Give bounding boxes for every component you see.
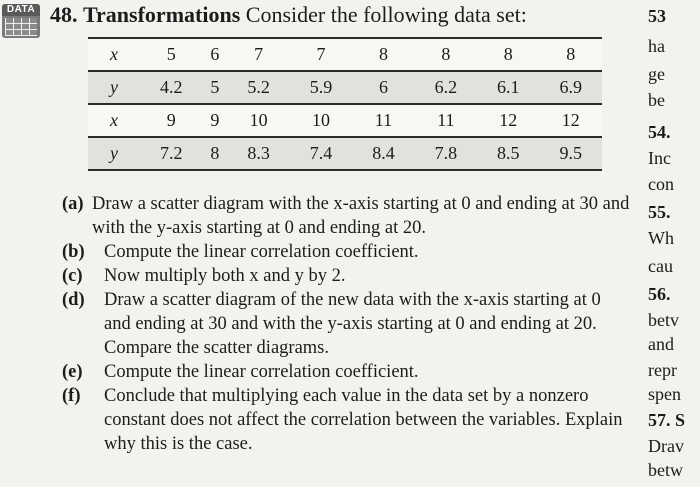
table-row <box>88 71 602 104</box>
adjacent-column-fragments <box>648 0 700 487</box>
part-label: (d) <box>62 290 85 310</box>
side-fragment: betw <box>648 460 683 480</box>
table-cell: 10 <box>290 104 352 137</box>
part-text: Compute the linear correlation coefficient. <box>104 362 419 382</box>
table-cell: 8 <box>415 38 477 71</box>
side-fragment: be <box>648 90 665 110</box>
table-cell: 10 <box>227 104 289 137</box>
table-cell: 7.4 <box>290 137 352 170</box>
side-fragment: 57. S <box>648 410 686 430</box>
side-fragment: repr <box>648 360 677 380</box>
part-label: (e) <box>62 362 83 382</box>
part-text: Conclude that multiplying each value in the data set by a nonzero constant does not affect the correlation between the variables. Explain why this is the case. <box>104 386 623 454</box>
table-cell: 7.8 <box>415 137 477 170</box>
table-cell: 5 <box>140 38 202 71</box>
table-cell: 6 <box>202 38 227 71</box>
part-label: (f) <box>62 386 81 406</box>
part-b <box>62 240 632 264</box>
table-cell: 5 <box>202 71 227 104</box>
part-c <box>62 264 632 288</box>
side-fragment: Drav <box>648 436 684 456</box>
table-cell: 6.2 <box>415 71 477 104</box>
part-d <box>62 288 632 360</box>
part-e <box>62 360 632 384</box>
side-fragment: Inc <box>648 148 671 168</box>
row-header: x <box>88 104 140 137</box>
table-cell: 11 <box>415 104 477 137</box>
part-text: Draw a scatter diagram with the x-axis starting at 0 and ending at 30 and with the y-axis starting at 0 and ending at 20. <box>92 194 630 238</box>
problem-parts <box>62 192 632 456</box>
side-fragment: con <box>648 174 674 194</box>
data-icon-label: DATA <box>2 4 40 16</box>
table-cell: 5.9 <box>290 71 352 104</box>
part-label: (b) <box>62 242 85 262</box>
side-fragment: 55. <box>648 202 671 222</box>
problem-title-rest: Consider the following data set: <box>240 2 527 27</box>
table-cell: 7 <box>227 38 289 71</box>
table-row <box>88 38 602 71</box>
side-fragment: cau <box>648 256 673 276</box>
row-header: y <box>88 137 140 170</box>
table-cell: 4.2 <box>140 71 202 104</box>
table-cell: 6.1 <box>477 71 539 104</box>
table-cell: 6 <box>352 71 414 104</box>
table-cell: 8.3 <box>227 137 289 170</box>
table-cell: 8.5 <box>477 137 539 170</box>
table-cell: 6.9 <box>540 71 603 104</box>
table-cell: 7 <box>290 38 352 71</box>
table-cell: 12 <box>477 104 539 137</box>
table-cell: 8 <box>477 38 539 71</box>
part-text: Compute the linear correlation coefficient. <box>104 242 419 262</box>
table-cell: 7.2 <box>140 137 202 170</box>
side-fragment: Wh <box>648 228 674 248</box>
table-cell: 8 <box>540 38 603 71</box>
side-fragment: and <box>648 334 674 354</box>
table-cell: 9 <box>140 104 202 137</box>
table-cell: 11 <box>352 104 414 137</box>
table-cell: 9.5 <box>540 137 603 170</box>
table-cell: 8 <box>202 137 227 170</box>
problem-number: 48. <box>50 2 78 27</box>
spreadsheet-grid-icon <box>5 18 37 36</box>
part-label: (c) <box>62 266 83 286</box>
row-header: x <box>88 38 140 71</box>
table-row <box>88 104 602 137</box>
side-fragment: 56. <box>648 284 671 304</box>
part-text: Now multiply both x and y by 2. <box>104 266 346 286</box>
table-row <box>88 137 602 170</box>
side-fragment: betv <box>648 310 679 330</box>
side-fragment: 54. <box>648 122 671 142</box>
table-cell: 8 <box>352 38 414 71</box>
side-fragment: ge <box>648 64 665 84</box>
data-table <box>88 37 602 171</box>
side-fragment: 53 <box>648 6 666 26</box>
table-cell: 9 <box>202 104 227 137</box>
table-cell: 8.4 <box>352 137 414 170</box>
problem-title-bold: Transformations <box>83 2 241 27</box>
side-fragment: spen <box>648 384 681 404</box>
part-f <box>62 384 632 456</box>
part-label: (a) <box>62 194 84 214</box>
table-cell: 12 <box>540 104 603 137</box>
row-header: y <box>88 71 140 104</box>
part-text: Draw a scatter diagram of the new data with the x-axis starting at 0 and ending at 30 and with the y-axis starting at 0 and ending at 20. Compare the scatter diagrams. <box>104 290 601 358</box>
side-fragment: ha <box>648 36 665 56</box>
data-set-icon <box>2 4 40 38</box>
table-cell: 5.2 <box>227 71 289 104</box>
part-a <box>62 192 632 240</box>
problem-title <box>50 2 527 28</box>
